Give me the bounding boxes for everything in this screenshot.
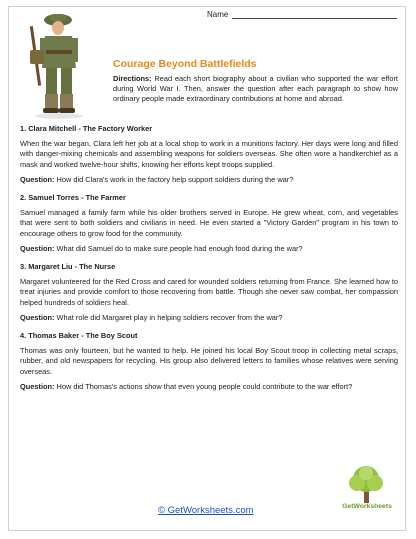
biography-list: [20, 124, 398, 400]
biography-section: [20, 193, 398, 254]
biography-section: [20, 331, 398, 392]
section-question: [20, 244, 398, 254]
section-question: [20, 382, 398, 392]
section-question: [20, 175, 398, 185]
section-heading: 3. Margaret Liu - The Nurse: [20, 262, 116, 272]
name-label: Name: [207, 10, 229, 19]
biography-section: [20, 124, 398, 185]
section-bio: Thomas was only fourteen, but he wanted to help. He joined his local Boy Scout troop in collecting metal scraps, rubber, and old newspapers for recycling. His group also delivered letters to families whose relatives were serving overseas.: [20, 346, 398, 376]
question-label: Question:: [20, 243, 55, 253]
question-text: How did Thomas's actions show that even young people could contribute to the war effort?: [54, 381, 353, 391]
question-text: How did Clara's work in the factory help support soldiers during the war?: [54, 174, 294, 184]
section-bio: When the war began, Clara left her job at a local shop to work in a munitions factory. Her days were long and filled with danger-mixing chemicals and assembling weapons for soldiers overseas. She often wore a handkerchief as a mask and worked twelve-hour shifts, knowing her efforts kept troops supplied.: [20, 139, 398, 169]
section-heading: 4. Thomas Baker - The Boy Scout: [20, 331, 138, 341]
section-bio: Samuel managed a family farm while his older brothers served in Europe. He grew wheat, corn, and vegetables that were sent to both soldiers and civilians in need. He even started a "Victory Garden" program in his town to encourage others to grow food for the community.: [20, 208, 398, 238]
directions-text: Read each short biography about a civilian who supported the war effort during World War I. Then, answer the question after each paragraph to show how ordinary people made extraordinary contributions at home and abroad.: [113, 74, 398, 103]
directions: [113, 74, 398, 104]
name-line[interactable]: [232, 10, 397, 19]
question-label: Question:: [20, 381, 55, 391]
section-heading: 2. Samuel Torres - The Farmer: [20, 193, 126, 203]
section-bio: Margaret volunteered for the Red Cross and cared for wounded soldiers returning from France. She learned how to treat injuries and provide comfort to those recovering from battle. Though she never saw combat, her compassion helped hundreds of soldiers heal.: [20, 277, 398, 307]
copyright-link[interactable]: © GetWorksheets.com: [158, 505, 254, 516]
section-heading: 1. Clara Mitchell - The Factory Worker: [20, 124, 153, 133]
biography-section: [20, 262, 398, 323]
logo-wrapper: [335, 463, 399, 523]
name-field[interactable]: [207, 10, 397, 19]
question-label: Question:: [20, 312, 55, 322]
question-text: What role did Margaret play in helping soldiers recover from the war?: [54, 312, 283, 322]
worksheet-title: Courage Beyond Battlefields: [113, 58, 257, 70]
question-text: What did Samuel do to make sure people had enough food during the war?: [54, 243, 303, 253]
section-question: [20, 313, 398, 323]
directions-label: Directions:: [113, 74, 152, 83]
soldier-illustration: [12, 6, 102, 126]
logo-text: GetWorksheets: [342, 503, 392, 510]
question-label: Question:: [20, 174, 55, 184]
